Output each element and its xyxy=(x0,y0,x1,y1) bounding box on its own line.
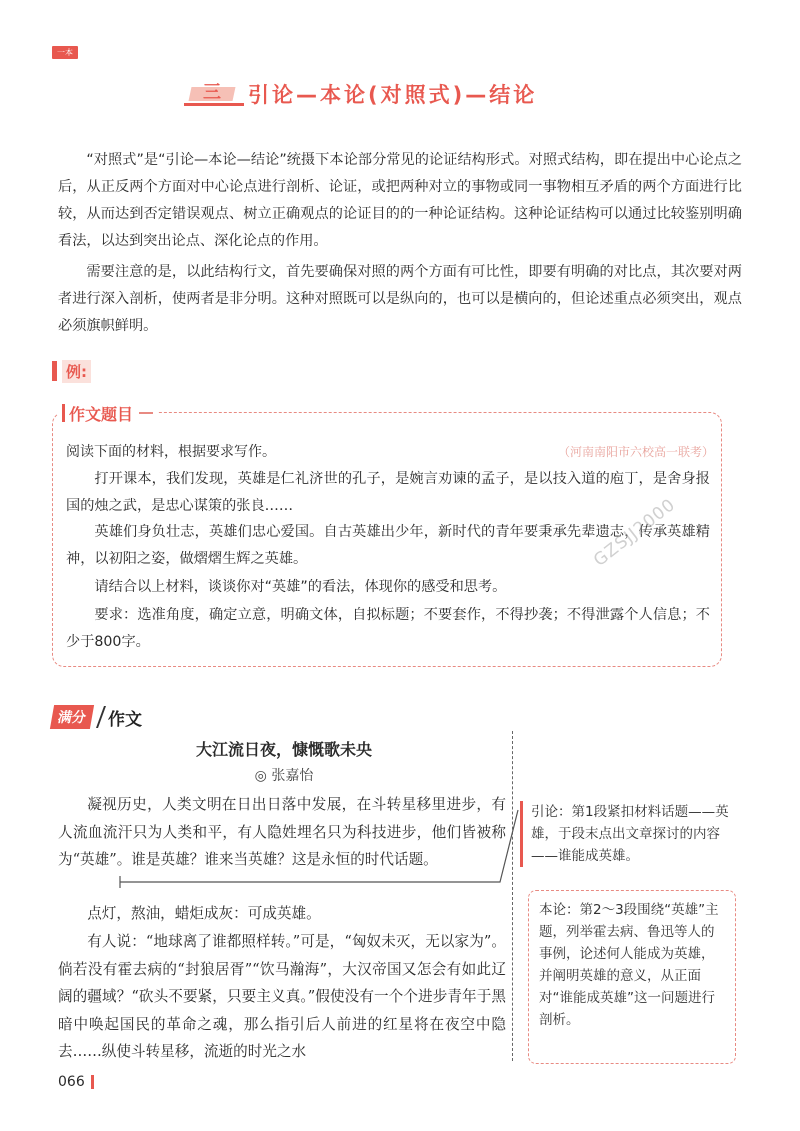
essay-paragraph-1: 凝视历史，人类文明在日出日落中发展，在斗转星移里进步，有人流血流汗只为人类和平，有人隐姓埋名只为科技进步，他们皆被称为“英雄”。谁是英雄？谁来当英雄？这是永恒的时代话题。 xyxy=(58,796,506,868)
prompt-requirements: 要求：选准角度，确定立意，明确文体，自拟标题；不要套作，不得抄袭；不得泄露个人信息；不少于800字。 xyxy=(66,607,710,650)
note-body: 本论：第2～3段围绕“英雄”主题，列举霍去病、鲁迅等人的事例，论述何人能成为英雄，并阐明英雄的意义，从正面对“谁能成英雄”这一问题进行剖析。 xyxy=(528,890,736,1064)
note-connector xyxy=(118,808,528,892)
prompt-task: 请结合以上材料，谈谈你对“英雄”的看法，体现你的感受和思考。 xyxy=(94,579,507,595)
section-title-text: 引论—本论(对照式)—结论 xyxy=(248,83,538,107)
example-bar xyxy=(52,361,57,381)
intro-paragraph-1: “对照式”是“引论—本论—结论”统摄下本论部分常见的论证结构形式。对照式结构，即在提出中心论点之后，从正反两个方面对中心论点进行剖析、论证，或把两种对立的事物或同一事物相互矛盾的两个方面进行比较，从而达到否定错误观点、树立正确观点的论证目的的一种论证结构。这种论证结构可以通过比较鉴别明确看法，以达到突出论点、深化论点的作用。 xyxy=(58,152,742,249)
prompt-source: （河南南阳市六校高一联考） xyxy=(557,445,714,459)
full-score-label xyxy=(52,704,142,730)
prompt-instruction: 阅读下面的材料，根据要求写作。 xyxy=(66,444,276,460)
intro-paragraph-2: 需要注意的是，以此结构行文，首先要确保对照的两个方面有可比性，即要有明确的对比点，其次要对两者进行深入剖析，使两者是非分明。这种对照既可以是纵向的，也可以是横向的，但论述重点必须突出，观点必须旗帜鲜明。 xyxy=(58,264,742,334)
prompt-heading xyxy=(58,400,157,426)
prompt-material-1: 打开课本，我们发现，英雄是仁礼济世的孔子，是婉言劝谏的孟子，是以技入道的庖丁，是舍身报国的烛之武，是忠心谋策的张良…… xyxy=(66,471,710,514)
page-number-bar xyxy=(91,1075,94,1089)
column-divider xyxy=(512,731,513,1061)
section-title xyxy=(190,74,537,114)
example-label-text: 例: xyxy=(62,360,91,383)
essay-author: ◎ 张嘉怡 xyxy=(254,768,314,784)
essay-paragraph-2: 点灯，熬油，蜡炬成灰：可成英雄。 xyxy=(87,905,321,922)
example-label xyxy=(52,359,91,383)
page-number xyxy=(58,1074,94,1090)
prompt-heading-text: 作文题目 xyxy=(69,404,134,424)
label-slash xyxy=(96,706,106,728)
essay-paragraph-3: 有人说：“地球离了谁都照样转。”可是，“匈奴未灭，无以家为”。倘若没有霍去病的“封狼居胥”“饮马瀚海”，大汉帝国又怎会有如此辽阔的疆域？“砍头不要紧，只要主义真。”假使没有一个个进步青年于黑暗中唤起国民的革命之魂，那么指引后人前进的红星将在夜空中隐去……纵使斗转星移，流逝的时光之水 xyxy=(58,933,506,1060)
essay-label: 作文 xyxy=(108,709,142,730)
full-score-badge: 满分 xyxy=(50,705,94,729)
prompt-heading-line xyxy=(139,412,153,414)
prompt-material-2: 英雄们身负壮志，英雄们忠心爱国。自古英雄出少年，新时代的青年要秉承先辈遗志，传承英雄精神，以初阳之姿，做熠熠生辉之英雄。 xyxy=(66,524,710,567)
prompt-heading-bar xyxy=(62,404,65,422)
page-number-text: 066 xyxy=(58,1074,85,1090)
side-tab: 一本 xyxy=(52,46,78,59)
section-number: 三 xyxy=(190,79,234,109)
essay-title: 大江流日夜，慷慨歌未央 xyxy=(195,740,372,759)
watermark: GZSJJ2000 xyxy=(590,494,680,571)
note-introduction: 引论：第1段紧扣材料话题——英雄，于段末点出文章探讨的内容——谁能成英雄。 xyxy=(520,801,737,867)
